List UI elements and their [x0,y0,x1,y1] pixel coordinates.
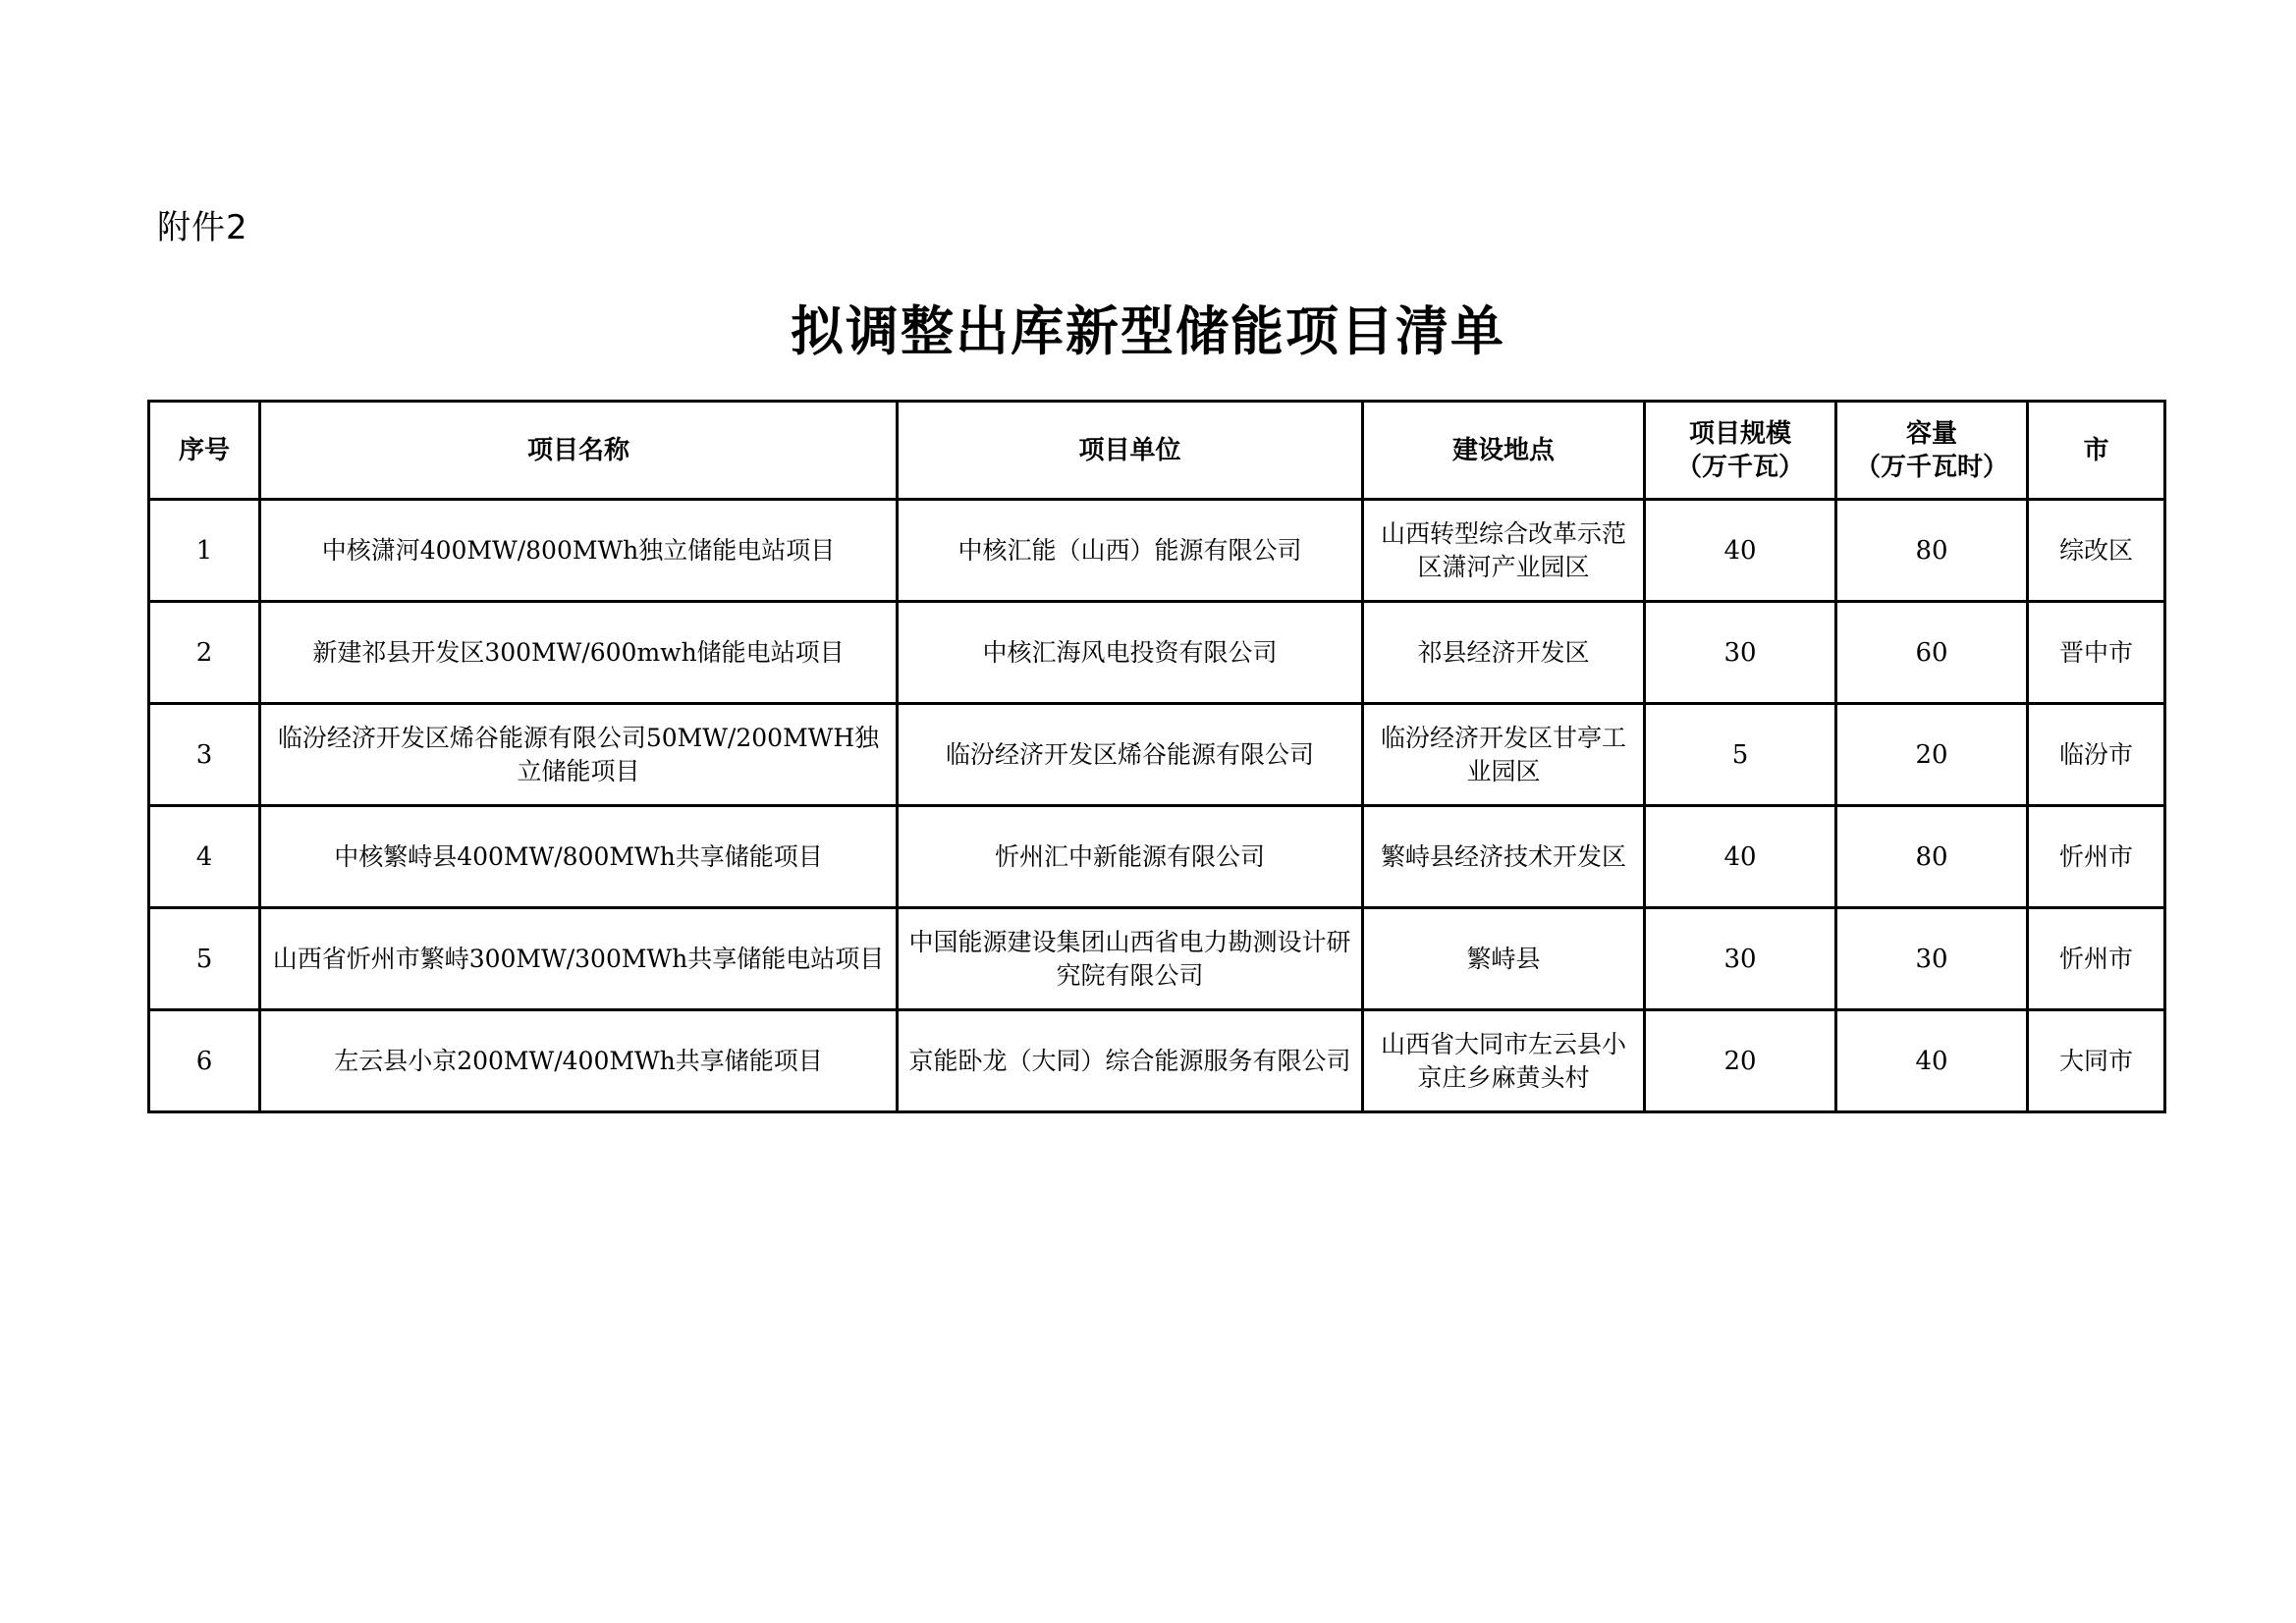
cell-project-unit: 中核汇海风电投资有限公司 [898,602,1363,704]
header-scale [1645,402,1836,500]
cell-seq: 1 [149,500,260,602]
cell-project-name: 左云县小京200MW/400MWh共享储能项目 [260,1010,898,1112]
cell-project-unit: 忻州汇中新能源有限公司 [898,806,1363,908]
document-title: 拟调整出库新型储能项目清单 [791,300,1505,362]
project-table [147,400,2166,1113]
cell-capacity: 30 [1836,908,2028,1010]
cell-city: 忻州市 [2028,806,2165,908]
cell-scale: 30 [1645,602,1836,704]
header-capacity-line1: 容量 [1905,418,1957,449]
table-row [149,908,2165,1010]
header-seq: 序号 [149,402,260,500]
cell-capacity: 40 [1836,1010,2028,1112]
cell-seq: 2 [149,602,260,704]
cell-project-name: 中核繁峙县400MW/800MWh共享储能项目 [260,806,898,908]
cell-seq: 4 [149,806,260,908]
cell-scale: 5 [1645,704,1836,806]
cell-city: 综改区 [2028,500,2165,602]
cell-seq: 3 [149,704,260,806]
header-capacity-line2: （万千瓦时） [1854,452,2008,482]
header-project-unit: 项目单位 [898,402,1363,500]
cell-location: 临汾经济开发区甘亭工业园区 [1363,704,1645,806]
cell-scale: 40 [1645,500,1836,602]
cell-scale: 20 [1645,1010,1836,1112]
table-row [149,500,2165,602]
header-scale-line2: （万千瓦） [1675,452,1804,482]
header-project-name: 项目名称 [260,402,898,500]
header-capacity [1836,402,2028,500]
cell-scale: 30 [1645,908,1836,1010]
cell-project-name: 山西省忻州市繁峙300MW/300MWh共享储能电站项目 [260,908,898,1010]
cell-project-name: 临汾经济开发区烯谷能源有限公司50MW/200MWH独立储能项目 [260,704,898,806]
attachment-label: 附件2 [157,208,248,247]
cell-project-unit: 中核汇能（山西）能源有限公司 [898,500,1363,602]
cell-capacity: 80 [1836,806,2028,908]
cell-city: 忻州市 [2028,908,2165,1010]
header-scale-line1: 项目规模 [1688,418,1791,449]
table-row [149,1010,2165,1112]
cell-location: 山西转型综合改革示范区潇河产业园区 [1363,500,1645,602]
cell-project-name: 新建祁县开发区300MW/600mwh储能电站项目 [260,602,898,704]
cell-location: 繁峙县经济技术开发区 [1363,806,1645,908]
cell-capacity: 80 [1836,500,2028,602]
cell-location: 祁县经济开发区 [1363,602,1645,704]
cell-city: 大同市 [2028,1010,2165,1112]
table-header-row [149,402,2165,500]
table-row [149,602,2165,704]
cell-city: 临汾市 [2028,704,2165,806]
cell-capacity: 20 [1836,704,2028,806]
cell-seq: 5 [149,908,260,1010]
header-location: 建设地点 [1363,402,1645,500]
cell-project-name: 中核潇河400MW/800MWh独立储能电站项目 [260,500,898,602]
cell-location: 山西省大同市左云县小京庄乡麻黄头村 [1363,1010,1645,1112]
cell-project-unit: 京能卧龙（大同）综合能源服务有限公司 [898,1010,1363,1112]
cell-seq: 6 [149,1010,260,1112]
cell-capacity: 60 [1836,602,2028,704]
cell-project-unit: 中国能源建设集团山西省电力勘测设计研究院有限公司 [898,908,1363,1010]
cell-project-unit: 临汾经济开发区烯谷能源有限公司 [898,704,1363,806]
project-table-container [147,400,2163,1113]
cell-city: 晋中市 [2028,602,2165,704]
header-city: 市 [2028,402,2165,500]
table-row [149,806,2165,908]
table-row [149,704,2165,806]
cell-scale: 40 [1645,806,1836,908]
cell-location: 繁峙县 [1363,908,1645,1010]
